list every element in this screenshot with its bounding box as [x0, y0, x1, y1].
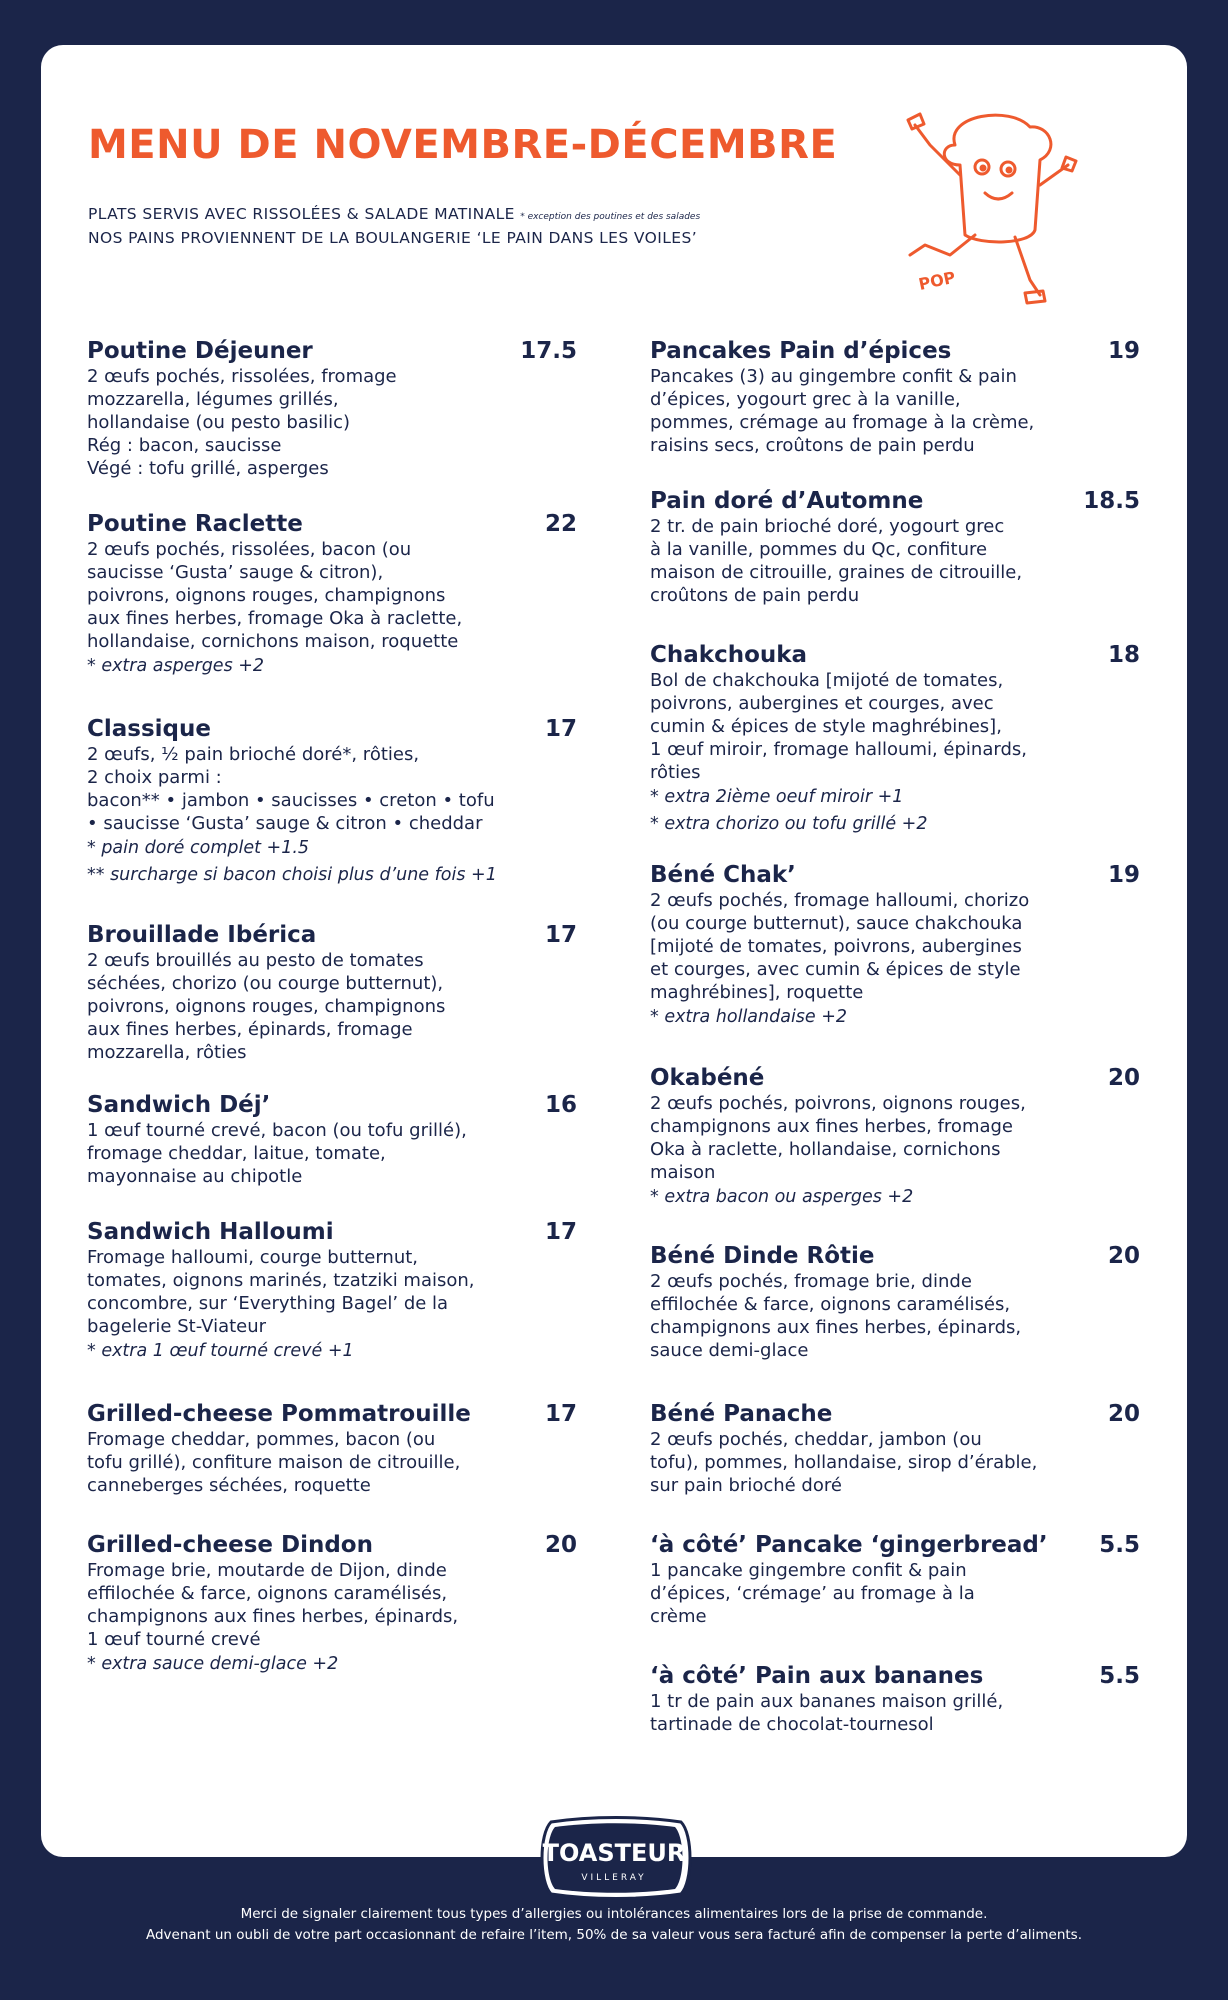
menu-item-description [87, 538, 577, 653]
menu-item-description [650, 365, 1140, 457]
description-line: cumin & épices de style maghrébines], [650, 716, 1002, 737]
description-line: 1 œuf tourné crevé, bacon (ou tofu grillé), [87, 1120, 467, 1141]
menu-item [650, 862, 1140, 1031]
menu-item-name: Grilled-cheese Dindon [87, 1532, 373, 1558]
menu-item [87, 511, 577, 680]
menu-item-extra: * extra bacon ou asperges +2 [650, 1187, 914, 1207]
menu-item-header [87, 1401, 577, 1427]
description-line: tartinade de chocolat-tournesol [650, 1714, 934, 1735]
menu-item-description [650, 889, 1140, 1004]
menu-item-price: 19 [1107, 862, 1140, 888]
mascot-pop-text: POP [916, 267, 958, 294]
description-line: bacon** • jambon • saucisses • creton • tofu [87, 790, 495, 811]
description-line: champignons aux fines herbes, fromage [650, 1116, 1014, 1137]
menu-item-name: Béné Dinde Rôtie [650, 1243, 875, 1269]
description-line: tofu grillé), confiture maison de citrouille, [87, 1452, 461, 1473]
toast-mascot-icon [890, 105, 1080, 315]
menu-item-extra: * pain doré complet +1.5 [87, 838, 310, 858]
description-line: 2 œufs, ½ pain brioché doré*, rôties, [87, 744, 420, 765]
menu-item-name: Brouillade Ibérica [87, 922, 317, 948]
menu-item [650, 1663, 1140, 1736]
menu-item-description [87, 1428, 577, 1497]
menu-item-price: 20 [1107, 1401, 1140, 1427]
menu-item-extra: ** surcharge si bacon choisi plus d’une fois +1 [87, 865, 497, 885]
description-line: 2 œufs pochés, fromage brie, dinde [650, 1271, 972, 1292]
description-line: 1 œuf miroir, fromage halloumi, épinards, [650, 739, 1027, 760]
menu-item-name: Sandwich Déj’ [87, 1092, 271, 1118]
description-line: 2 choix parmi : [87, 767, 222, 788]
description-line: Fromage brie, moutarde de Dijon, dinde [87, 1560, 447, 1581]
menu-item-description [87, 1119, 577, 1188]
menu-item-extra: * extra asperges +2 [87, 656, 265, 676]
menu-item-name: Pancakes Pain d’épices [650, 338, 952, 364]
logo-wordmark: TOASTEUR [542, 1839, 686, 1867]
menu-item-extra: * extra 2ième oeuf miroir +1 [650, 787, 904, 807]
description-line: d’épices, ‘crémage’ au fromage à la [650, 1583, 975, 1604]
description-line: concombre, sur ‘Everything Bagel’ de la [87, 1293, 449, 1314]
description-line: d’épices, yogourt grec à la vanille, [650, 389, 961, 410]
menu-item-header [650, 1532, 1140, 1558]
menu-item-name: Poutine Raclette [87, 511, 303, 537]
logo-subtitle: VILLERAY [581, 1873, 647, 1883]
menu-item [87, 1532, 577, 1678]
description-line: bagelerie St-Viateur [87, 1316, 267, 1337]
description-line: à la vanille, pommes du Qc, confiture [650, 539, 988, 560]
menu-item [87, 1401, 577, 1497]
description-line: maison de citrouille, graines de citrouille, [650, 562, 1023, 583]
description-line: poivrons, aubergines et courges, avec [650, 693, 994, 714]
menu-item [650, 1065, 1140, 1211]
menu-item [87, 1092, 577, 1188]
menu-item-name: Sandwich Halloumi [87, 1219, 334, 1245]
menu-item-price: 17 [544, 922, 577, 948]
description-line: mozzarella, rôties [87, 1042, 247, 1063]
description-line: raisins secs, croûtons de pain perdu [650, 435, 975, 456]
description-line: Rég : bacon, saucisse [87, 435, 282, 456]
menu-item-header [650, 1401, 1140, 1427]
description-line: 1 œuf tourné crevé [87, 1629, 261, 1650]
menu-item [87, 716, 577, 889]
description-line: pommes, crémage au fromage à la crème, [650, 412, 1035, 433]
description-line: 2 œufs pochés, cheddar, jambon (ou [650, 1429, 982, 1450]
menu-item [87, 1219, 577, 1365]
menu-item-price: 16 [544, 1092, 577, 1118]
menu-item-price: 5.5 [1099, 1532, 1140, 1558]
description-line: (ou courge butternut), sauce chakchouka [650, 913, 1023, 934]
description-line: Fromage halloumi, courge butternut, [87, 1247, 419, 1268]
description-line: 2 œufs pochés, poivrons, oignons rouges, [650, 1093, 1026, 1114]
description-line: aux fines herbes, fromage Oka à raclette, [87, 608, 463, 629]
description-line: mayonnaise au chipotle [87, 1166, 303, 1187]
footer-refund-notice: Advenant un oubli de votre part occasionnant de refaire l’item, 50% de sa valeur vous sera facturé afin de compenser la perte d’aliments. [145, 1927, 1082, 1943]
menu-item-extra: * extra 1 œuf tourné crevé +1 [87, 1341, 354, 1361]
menu-item-header [87, 1532, 577, 1558]
menu-item-price: 22 [544, 511, 577, 537]
menu-item-price: 17 [544, 1401, 577, 1427]
menu-item-name: Poutine Déjeuner [87, 338, 313, 364]
description-line: champignons aux fines herbes, épinards, [87, 1606, 459, 1627]
menu-item-description [650, 1559, 1140, 1628]
description-line: maghrébines], roquette [650, 982, 864, 1003]
menu-item [650, 1532, 1140, 1628]
menu-item-price: 18 [1107, 642, 1140, 668]
description-line: poivrons, oignons rouges, champignons [87, 585, 446, 606]
description-line: tomates, oignons marinés, tzatziki maison, [87, 1270, 475, 1291]
menu-item-header [650, 862, 1140, 888]
description-line: rôties [650, 762, 701, 783]
menu-item-description [650, 515, 1140, 607]
menu-item-header [87, 1219, 577, 1245]
menu-item-description [650, 669, 1140, 784]
menu-item-header [87, 922, 577, 948]
menu-item-description [87, 365, 577, 480]
menu-item-price: 5.5 [1099, 1663, 1140, 1689]
description-line: 2 œufs pochés, rissolées, fromage [87, 366, 397, 387]
menu-item-description [87, 743, 577, 835]
menu-item-header [650, 1663, 1140, 1689]
menu-item-header [650, 642, 1140, 668]
description-line: 2 œufs brouillés au pesto de tomates [87, 950, 424, 971]
description-line: 2 tr. de pain brioché doré, yogourt grec [650, 516, 1005, 537]
description-line: 2 œufs pochés, fromage halloumi, chorizo [650, 890, 1030, 911]
description-line: poivrons, oignons rouges, champignons [87, 996, 446, 1017]
menu-item-name: ‘à côté’ Pain aux bananes [650, 1663, 984, 1689]
menu-item-extra: * extra hollandaise +2 [650, 1007, 848, 1027]
description-line: 1 pancake gingembre confit & pain [650, 1560, 967, 1581]
menu-title: MENU DE NOVEMBRE-DÉCEMBRE [88, 122, 838, 168]
menu-item-name: Okabéné [650, 1065, 765, 1091]
description-line: effilochée & farce, oignons caramélisés, [87, 1583, 448, 1604]
menu-item-price: 19 [1107, 338, 1140, 364]
description-line: maison [650, 1162, 716, 1183]
menu-item-name: Chakchouka [650, 642, 808, 668]
menu-item [650, 642, 1140, 838]
menu-item-description [87, 1246, 577, 1338]
subtitle-note: * exception des poutines et des salades [520, 212, 701, 222]
menu-item [650, 1243, 1140, 1362]
menu-item-name: Pain doré d’Automne [650, 488, 924, 514]
menu-item-price: 18.5 [1083, 488, 1140, 514]
menu-item-description [87, 1559, 577, 1651]
description-line: crème [650, 1606, 707, 1627]
menu-item [87, 338, 577, 480]
description-line: • saucisse ‘Gusta’ sauge & citron • cheddar [87, 813, 483, 834]
menu-item-header [87, 716, 577, 742]
menu-item-header [650, 1243, 1140, 1269]
menu-item-price: 17 [544, 1219, 577, 1245]
description-line: 1 tr de pain aux bananes maison grillé, [650, 1691, 1004, 1712]
menu-item-name: Béné Panache [650, 1401, 833, 1427]
menu-item-description [650, 1092, 1140, 1184]
description-line: aux fines herbes, épinards, fromage [87, 1019, 413, 1040]
description-line: sauce demi-glace [650, 1340, 809, 1361]
description-line: Bol de chakchouka [mijoté de tomates, [650, 670, 1004, 691]
description-line: Pancakes (3) au gingembre confit & pain [650, 366, 1017, 387]
description-line: Végé : tofu grillé, asperges [87, 458, 329, 479]
description-line: 2 œufs pochés, rissolées, bacon (ou [87, 539, 412, 560]
description-line: effilochée & farce, oignons caramélisés, [650, 1294, 1011, 1315]
description-line: et courges, avec cumin & épices de style [650, 959, 1021, 980]
menu-item-name: ‘à côté’ Pancake ‘gingerbread’ [650, 1532, 1048, 1558]
menu-item [650, 1401, 1140, 1497]
toasteur-logo [531, 1814, 697, 1900]
description-line: Fromage cheddar, pommes, bacon (ou [87, 1429, 436, 1450]
subtitle-line-1 [88, 205, 700, 223]
description-line: canneberges séchées, roquette [87, 1475, 371, 1496]
description-line: saucisse ‘Gusta’ sauge & citron), [87, 562, 384, 583]
menu-item [650, 338, 1140, 457]
menu-item-extra: * extra sauce demi-glace +2 [87, 1654, 339, 1674]
menu-item-description [650, 1428, 1140, 1497]
menu-item-header [650, 1065, 1140, 1091]
menu-item-description [87, 949, 577, 1064]
menu-item-header [87, 511, 577, 537]
description-line: hollandaise, cornichons maison, roquette [87, 631, 459, 652]
menu-item [87, 922, 577, 1064]
description-line: tofu), pommes, hollandaise, sirop d’érable, [650, 1452, 1038, 1473]
description-line: hollandaise (ou pesto basilic) [87, 412, 351, 433]
menu-item-description [650, 1270, 1140, 1362]
menu-item-name: Béné Chak’ [650, 862, 796, 888]
footer-allergy-notice: Merci de signaler clairement tous types d’allergies ou intolérances alimentaires lors de la prise de commande. [240, 1906, 988, 1922]
menu-item-price: 17 [544, 716, 577, 742]
menu-item-description [650, 1690, 1140, 1736]
description-line: mozzarella, légumes grillés, [87, 389, 339, 410]
menu-item-extra: * extra chorizo ou tofu grillé +2 [650, 814, 928, 834]
menu-item-header [650, 488, 1140, 514]
description-line: fromage cheddar, laitue, tomate, [87, 1143, 386, 1164]
menu-item-header [87, 338, 577, 364]
menu-item-price: 17.5 [520, 338, 577, 364]
menu-item-price: 20 [1107, 1243, 1140, 1269]
description-line: séchées, chorizo (ou courge butternut), [87, 973, 444, 994]
subtitle-text-1: PLATS SERVIS AVEC RISSOLÉES & SALADE MATINALE [88, 205, 515, 223]
menu-item-name: Classique [87, 716, 211, 742]
description-line: sur pain brioché doré [650, 1475, 842, 1496]
description-line: champignons aux fines herbes, épinards, [650, 1317, 1022, 1338]
description-line: [mijoté de tomates, poivrons, aubergines [650, 936, 1022, 957]
menu-item-price: 20 [1107, 1065, 1140, 1091]
menu-item-name: Grilled-cheese Pommatrouille [87, 1401, 471, 1427]
menu-item-header [650, 338, 1140, 364]
subtitle-line-2: NOS PAINS PROVIENNENT DE LA BOULANGERIE ‘LE PAIN DANS LES VOILES’ [88, 229, 698, 247]
menu-item-header [87, 1092, 577, 1118]
description-line: Oka à raclette, hollandaise, cornichons [650, 1139, 1001, 1160]
menu-item [650, 488, 1140, 607]
menu-item-price: 20 [544, 1532, 577, 1558]
description-line: croûtons de pain perdu [650, 585, 860, 606]
